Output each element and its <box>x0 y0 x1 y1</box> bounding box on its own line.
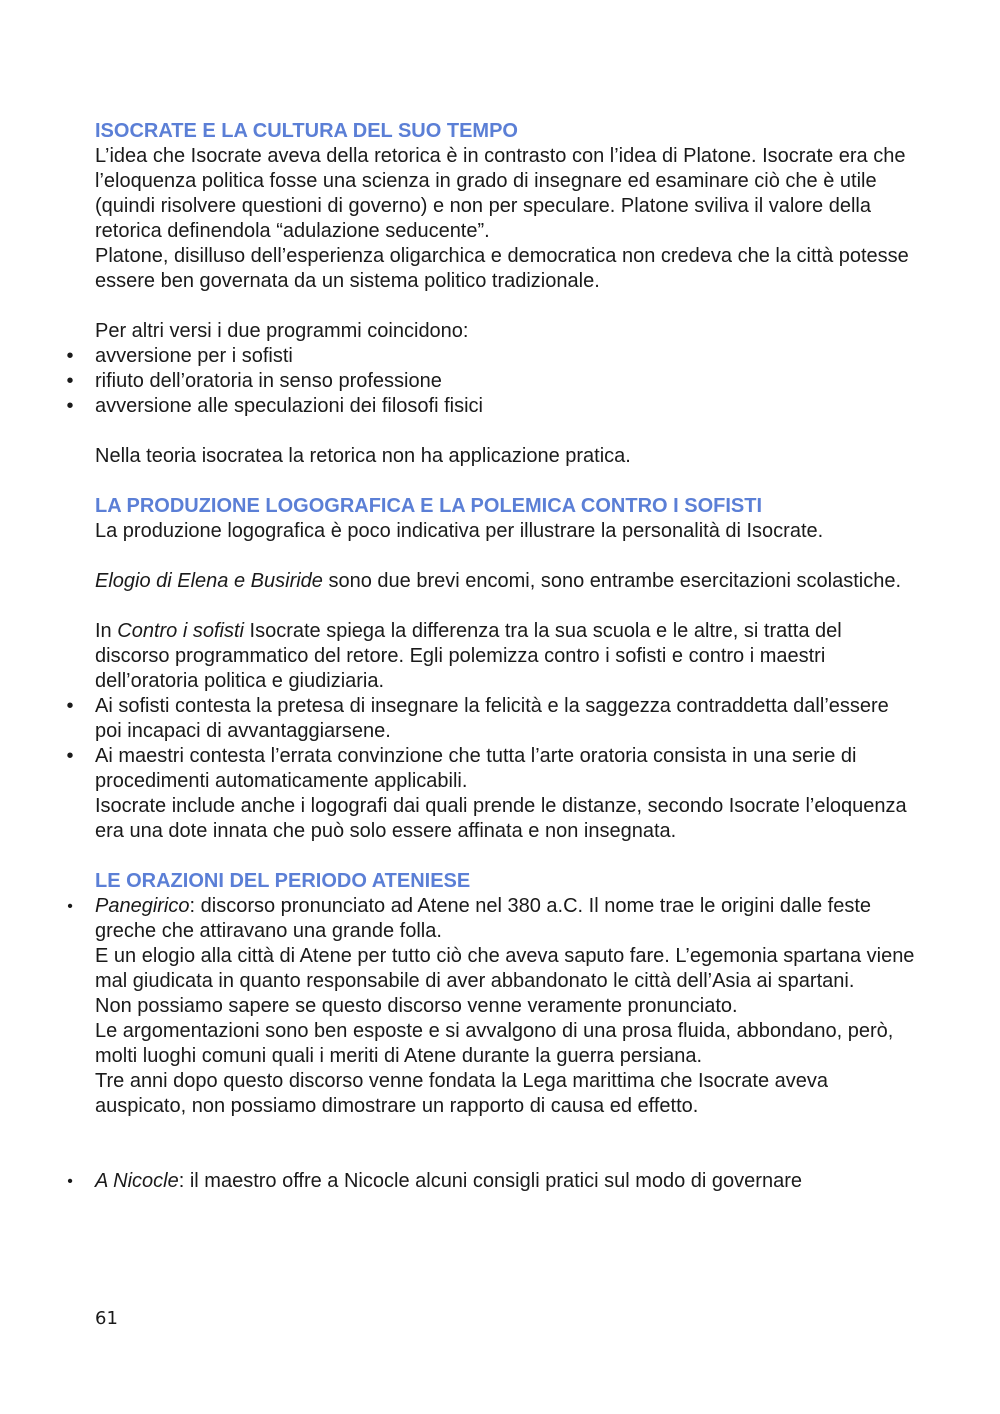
paragraph: Nella teoria isocratea la retorica non ha applicazione pratica. <box>95 445 631 467</box>
bullet-icon: • <box>66 395 74 417</box>
paragraph: E un elogio alla città di Atene per tutto ciò che aveva saputo fare. L’egemonia spartana viene mal giudicata in quanto responsabile di aver abbandonato le città dell’Asia ai spartani. <box>95 945 915 992</box>
paragraph: L’idea che Isocrate aveva della retorica è in contrasto con l’idea di Platone. Isocrate era che l’eloquenza politica fosse una scienza in grado di insegnare ed esaminare ciò che è utile (quindi risolvere questioni di governo) e non per speculare. Platone sviliva il valore della retorica definendola “adulazione seducente”. <box>95 145 906 242</box>
bullet-icon: • <box>67 898 73 915</box>
work-title: Contro i sofisti <box>117 620 244 642</box>
work-title: A Nicocle <box>95 1170 179 1192</box>
bullet-list <box>67 894 920 1119</box>
bullet-list <box>66 344 920 419</box>
section-heading-orazioni-ateniese: LE ORAZIONI DEL PERIODO ATENIESE <box>95 870 471 892</box>
list-item: • Ai sofisti contesta la pretesa di insegnare la felicità e la saggezza contraddetta dall’essere poi incapaci di avvantaggiarsene. <box>95 694 920 744</box>
list-item: • A Nicocle: il maestro offre a Nicocle alcuni consigli pratici sul modo di governare <box>95 1169 920 1194</box>
work-title: Panegirico <box>95 895 190 917</box>
section-heading-isocrate-cultura: ISOCRATE E LA CULTURA DEL SUO TEMPO <box>95 120 518 142</box>
work-title: Elogio di Elena e Busiride <box>95 570 323 592</box>
bullet-icon: • <box>66 345 74 367</box>
bullet-icon: • <box>66 370 74 392</box>
paragraph: Elogio di Elena e Busiride sono due brevi encomi, sono entrambe esercitazioni scolastiche. <box>95 570 902 592</box>
bullet-icon: • <box>66 695 74 717</box>
paragraph: Le argomentazioni sono ben esposte e si avvalgono di una prosa fluida, abbondano, però, molti luoghi comuni quali i meriti di Atene durante la guerra persiana. <box>95 1020 894 1067</box>
paragraph-intro: Per altri versi i due programmi coincidono: <box>95 320 469 342</box>
list-item: • rifiuto dell’oratoria in senso professione <box>95 369 920 394</box>
paragraph: In Contro i sofisti Isocrate spiega la differenza tra la sua scuola e le altre, si tratta del discorso programmatico del retore. Egli polemizza contro i sofisti e contro i maestri dell’oratoria politica e giudiziaria. <box>95 620 842 692</box>
list-item: • Ai maestri contesta l’errata convinzione che tutta l’arte oratoria consista in una serie di procedimenti automaticamente applicabili. <box>95 744 920 794</box>
page-number: 61 <box>95 1308 118 1329</box>
list-item: • avversione alle speculazioni dei filosofi fisici <box>95 394 920 419</box>
bullet-list <box>66 694 920 794</box>
paragraph: Non possiamo sapere se questo discorso venne veramente pronunciato. <box>95 995 738 1017</box>
bullet-list <box>67 1169 920 1194</box>
paragraph: Platone, disilluso dell’esperienza oligarchica e democratica non credeva che la città potesse essere ben governata da un sistema politico tradizionale. <box>95 245 909 292</box>
paragraph: Isocrate include anche i logografi dai quali prende le distanze, secondo Isocrate l’eloquenza era una dote innata che può solo essere affinata e non insegnata. <box>95 795 907 842</box>
paragraph: Tre anni dopo questo discorso venne fondata la Lega marittima che Isocrate aveva auspicato, non possiamo dimostrare un rapporto di causa ed effetto. <box>95 1070 829 1117</box>
list-item: • Panegirico: discorso pronunciato ad Atene nel 380 a.C. Il nome trae le origini dalle feste greche che attiravano una grande folla. E un elogio alla città di Atene per tutto ciò che aveva saputo fare. L’egemonia spartana viene mal giudicata in quanto responsabile di aver abbandonato le città dell’Asia ai spartani. Non possiamo sapere se questo discorso venne veramente pronunciato. Le argomentazioni sono ben esposte e si avvalgono di una prosa fluida, abbondano, però, molti luoghi comuni quali i meriti di Atene durante la guerra persiana. Tre anni dopo questo discorso venne fondata la Lega marittima che Isocrate aveva auspicato, non possiamo dimostrare un rapporto di causa ed effetto. <box>95 894 920 1119</box>
bullet-icon: • <box>66 745 74 767</box>
paragraph: La produzione logografica è poco indicativa per illustrare la personalità di Isocrate. <box>95 520 824 542</box>
section-heading-produzione-logografica: LA PRODUZIONE LOGOGRAFICA E LA POLEMICA CONTRO I SOFISTI <box>95 495 763 517</box>
list-item: • avversione per i sofisti <box>95 344 920 369</box>
page-content <box>66 119 920 1194</box>
bullet-icon: • <box>67 1173 73 1190</box>
